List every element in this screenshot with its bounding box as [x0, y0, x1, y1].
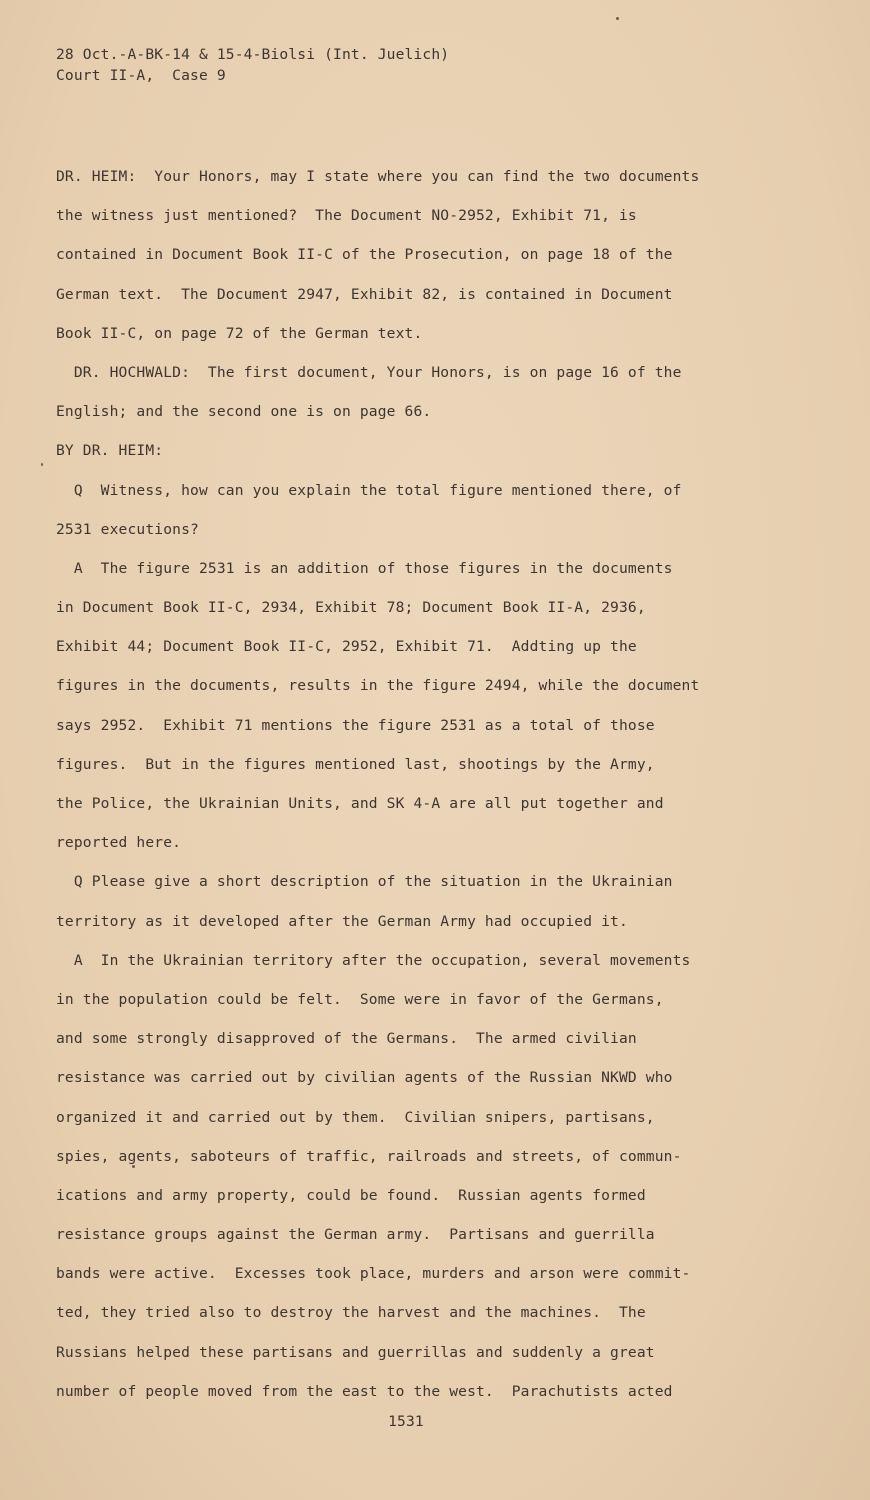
text-line: Q Witness, how can you explain the total figure mentioned there, of: [56, 481, 682, 499]
transcript-body: [56, 157, 756, 1411]
text-line: in Document Book II-C, 2934, Exhibit 78; Document Book II-A, 2936,: [56, 599, 646, 617]
paper-speck: [616, 17, 619, 20]
text-line: Book II-C, on page 72 of the German text.: [56, 324, 423, 342]
text-line: Q Please give a short description of the situation in the Ukrainian: [56, 873, 673, 891]
text-line: number of people moved from the east to the west. Parachutists acted: [56, 1382, 673, 1400]
text-line: German text. The Document 2947, Exhibit 82, is contained in Document: [56, 285, 673, 303]
text-line: resistance groups against the German army. Partisans and guerrilla: [56, 1226, 655, 1244]
text-line: the Police, the Ukrainian Units, and SK 4-A are all put together and: [56, 795, 664, 812]
header-line-2: Court II-A, Case 9: [56, 67, 226, 84]
text-line: 2531 executions?: [56, 520, 199, 538]
text-line: territory as it developed after the German Army had occupied it.: [56, 912, 628, 930]
paper-speck: [132, 1165, 135, 1168]
text-line: and some strongly disapproved of the Germans. The armed civilian: [56, 1030, 637, 1048]
paper-speck: [41, 463, 43, 466]
text-line: figures in the documents, results in the figure 2494, while the document: [56, 677, 700, 695]
text-line: in the population could be felt. Some were in favor of the Germans,: [56, 990, 664, 1008]
text-line: ications and army property, could be found. Russian agents formed: [56, 1186, 646, 1204]
text-line: A The figure 2531 is an addition of those figures in the documents: [56, 559, 673, 577]
text-line: says 2952. Exhibit 71 mentions the figure 2531 as a total of those: [56, 716, 655, 734]
text-line: reported here.: [56, 834, 182, 852]
text-line: Exhibit 44; Document Book II-C, 2952, Exhibit 71. Addting up the: [56, 638, 637, 656]
text-line: contained in Document Book II-C of the Prosecution, on page 18 of the: [56, 246, 673, 264]
text-line: A In the Ukrainian territory after the occupation, several movements: [56, 951, 691, 969]
text-line: spies, agents, saboteurs of traffic, railroads and streets, of commun-: [56, 1147, 682, 1165]
text-line: the witness just mentioned? The Document NO-2952, Exhibit 71, is: [56, 207, 637, 225]
text-line: Russians helped these partisans and guerrillas and suddenly a great: [56, 1343, 655, 1361]
text-line: organized it and carried out by them. Civilian snipers, partisans,: [56, 1108, 655, 1126]
text-line: DR. HOCHWALD: The first document, Your Honors, is on page 16 of the: [56, 363, 682, 381]
text-line: English; and the second one is on page 66.: [56, 403, 432, 421]
text-line: DR. HEIM: Your Honors, may I state where you can find the two documents: [56, 168, 700, 185]
text-line: resistance was carried out by civilian agents of the Russian NKWD who: [56, 1069, 673, 1087]
text-line: figures. But in the figures mentioned last, shootings by the Army,: [56, 755, 655, 773]
document-header: [56, 44, 449, 86]
text-line: bands were active. Excesses took place, murders and arson were commit-: [56, 1265, 691, 1283]
page-number: 1531: [388, 1413, 424, 1430]
page-footer: [0, 1413, 870, 1430]
text-line: BY DR. HEIM:: [56, 442, 164, 460]
text-line: ted, they tried also to destroy the harvest and the machines. The: [56, 1304, 646, 1322]
header-line-1: 28 Oct.-A-BK-14 & 15-4-Biolsi (Int. Juelich): [56, 46, 450, 63]
